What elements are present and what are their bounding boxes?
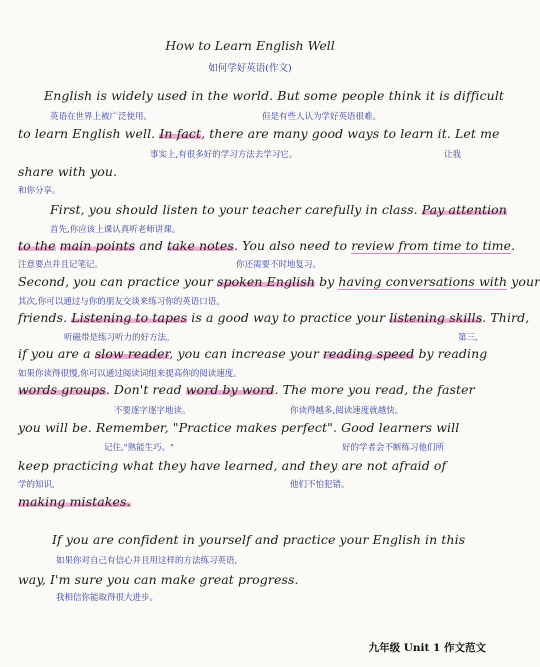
p2-line-2c: and — [139, 238, 164, 253]
p2-line-4c: is a good way to practice your — [191, 310, 386, 325]
p2-line-6b: . Don't read — [105, 382, 182, 397]
p3-line-1: If you are confident in yourself and practice your English in this — [52, 532, 466, 547]
p2-trans-2a: 注意要点并且记笔记。 — [18, 260, 104, 270]
p2-line-6d: . The more you read, the faster — [274, 382, 475, 397]
p2-trans-4b: 第三, — [458, 333, 478, 343]
p2-line-4a: friends. — [18, 310, 68, 325]
p2-line-6 — [18, 382, 475, 397]
p2-trans-7b: 好的学者会不断练习他们所 — [342, 443, 445, 453]
p2-line-7: you will be. Remember, "Practice makes perfect". Good learners will — [18, 420, 460, 435]
highlight-main-points: main points — [59, 238, 136, 253]
p2-trans-3: 其次,你可以通过与你的朋友交谈来练习你的英语口语。 — [18, 297, 225, 307]
highlight-to-the: to the — [18, 238, 56, 253]
p2-line-5a: if you are a — [18, 346, 91, 361]
highlight-pay-attention: Pay attention — [421, 202, 507, 217]
p1-trans-2b: 让我 — [444, 150, 462, 160]
footer-label: 九年级 Unit 1 作文范文 — [368, 642, 486, 654]
underline-review: review from time to time — [351, 238, 512, 253]
p2-trans-2b: 你还需要不时地复习。 — [236, 260, 322, 270]
essay-title: How to Learn English Well — [165, 38, 335, 53]
p2-line-4e: . Third, — [482, 310, 530, 325]
p2-trans-8b: 他们不怕犯错。 — [290, 480, 350, 490]
p2-line-3a: Second, you can practice your — [18, 274, 213, 289]
p1-line-2a: to learn English well. — [18, 126, 156, 141]
essay-subtitle: 如何学好英语(作文) — [208, 63, 292, 74]
p2-trans-7a: 记住,"熟能生巧。" — [104, 443, 175, 453]
p2-trans-8a: 学的知识, — [18, 480, 55, 490]
p2-line-9 — [18, 494, 131, 509]
p1-trans-1b: 但是有些人认为学好英语很难。 — [262, 112, 382, 122]
p2-line-5e: by reading — [418, 346, 488, 361]
p2-line-2 — [18, 238, 515, 253]
p2-line-5c: , you can increase your — [169, 346, 319, 361]
p2-trans-1: 首先,你应该上课认真听老师讲课。 — [50, 225, 181, 235]
p3-line-2: way, I'm sure you can make great progress. — [18, 572, 299, 587]
p2-line-8: keep practicing what they have learned, and they are not afraid of — [18, 458, 447, 473]
highlight-listening-to-tapes: Listening to tapes — [71, 310, 188, 325]
p2-line-4 — [18, 310, 529, 325]
highlight-spoken-english: spoken English — [217, 274, 315, 289]
p3-trans-1: 如果你对自己有信心并且用这样的方法练习英语, — [56, 556, 238, 566]
p2-line-3e: your — [511, 274, 540, 289]
p2-trans-6b: 你读得越多,阅读速度就越快。 — [290, 406, 404, 416]
p1-line-1: English is widely used in the world. But some people think it is difficult — [44, 88, 505, 103]
p2-line-2g: . — [511, 238, 516, 253]
highlight-reading-speed: reading speed — [322, 346, 415, 361]
p1-trans-1a: 英语在世界上被广泛使用。 — [50, 112, 153, 122]
highlight-slow-reader: slow reader — [94, 346, 170, 361]
p3-trans-2: 我相信你能取得很大进步。 — [56, 593, 159, 603]
highlight-words-groups: words groups — [18, 382, 106, 397]
highlight-making-mistakes: making mistakes. — [18, 494, 131, 509]
p1-line-2 — [18, 126, 500, 141]
p1-trans-3: 和你分享。 — [18, 186, 61, 196]
p1-trans-2a: 事实上,有很多好的学习方法去学习它。 — [150, 150, 298, 160]
p2-line-1a: First, you should listen to your teacher carefully in class. — [50, 202, 418, 217]
p2-line-1 — [50, 202, 507, 217]
p2-line-2e: . You also need to — [233, 238, 348, 253]
p1-line-2c: , there are many good ways to learn it. Let me — [201, 126, 500, 141]
p2-line-3 — [18, 274, 540, 289]
highlight-listening-skills: listening skills — [389, 310, 483, 325]
highlight-word-by-word: word by word — [185, 382, 275, 397]
p2-trans-6a: 不要逐字逐字地读。 — [114, 406, 191, 416]
underline-having-conversations: having conversations with — [338, 274, 508, 289]
p2-trans-4a: 听磁带是练习听力的好方法。 — [64, 333, 175, 343]
p2-trans-5: 如果你读得很慢,你可以通过阅读词组来提高你的阅读速度。 — [18, 369, 242, 379]
p2-line-5 — [18, 346, 487, 361]
highlight-in-fact: In fact — [159, 126, 202, 141]
p1-line-3: share with you. — [18, 164, 118, 179]
p2-line-3c: by — [319, 274, 335, 289]
highlight-take-notes: take notes — [167, 238, 234, 253]
